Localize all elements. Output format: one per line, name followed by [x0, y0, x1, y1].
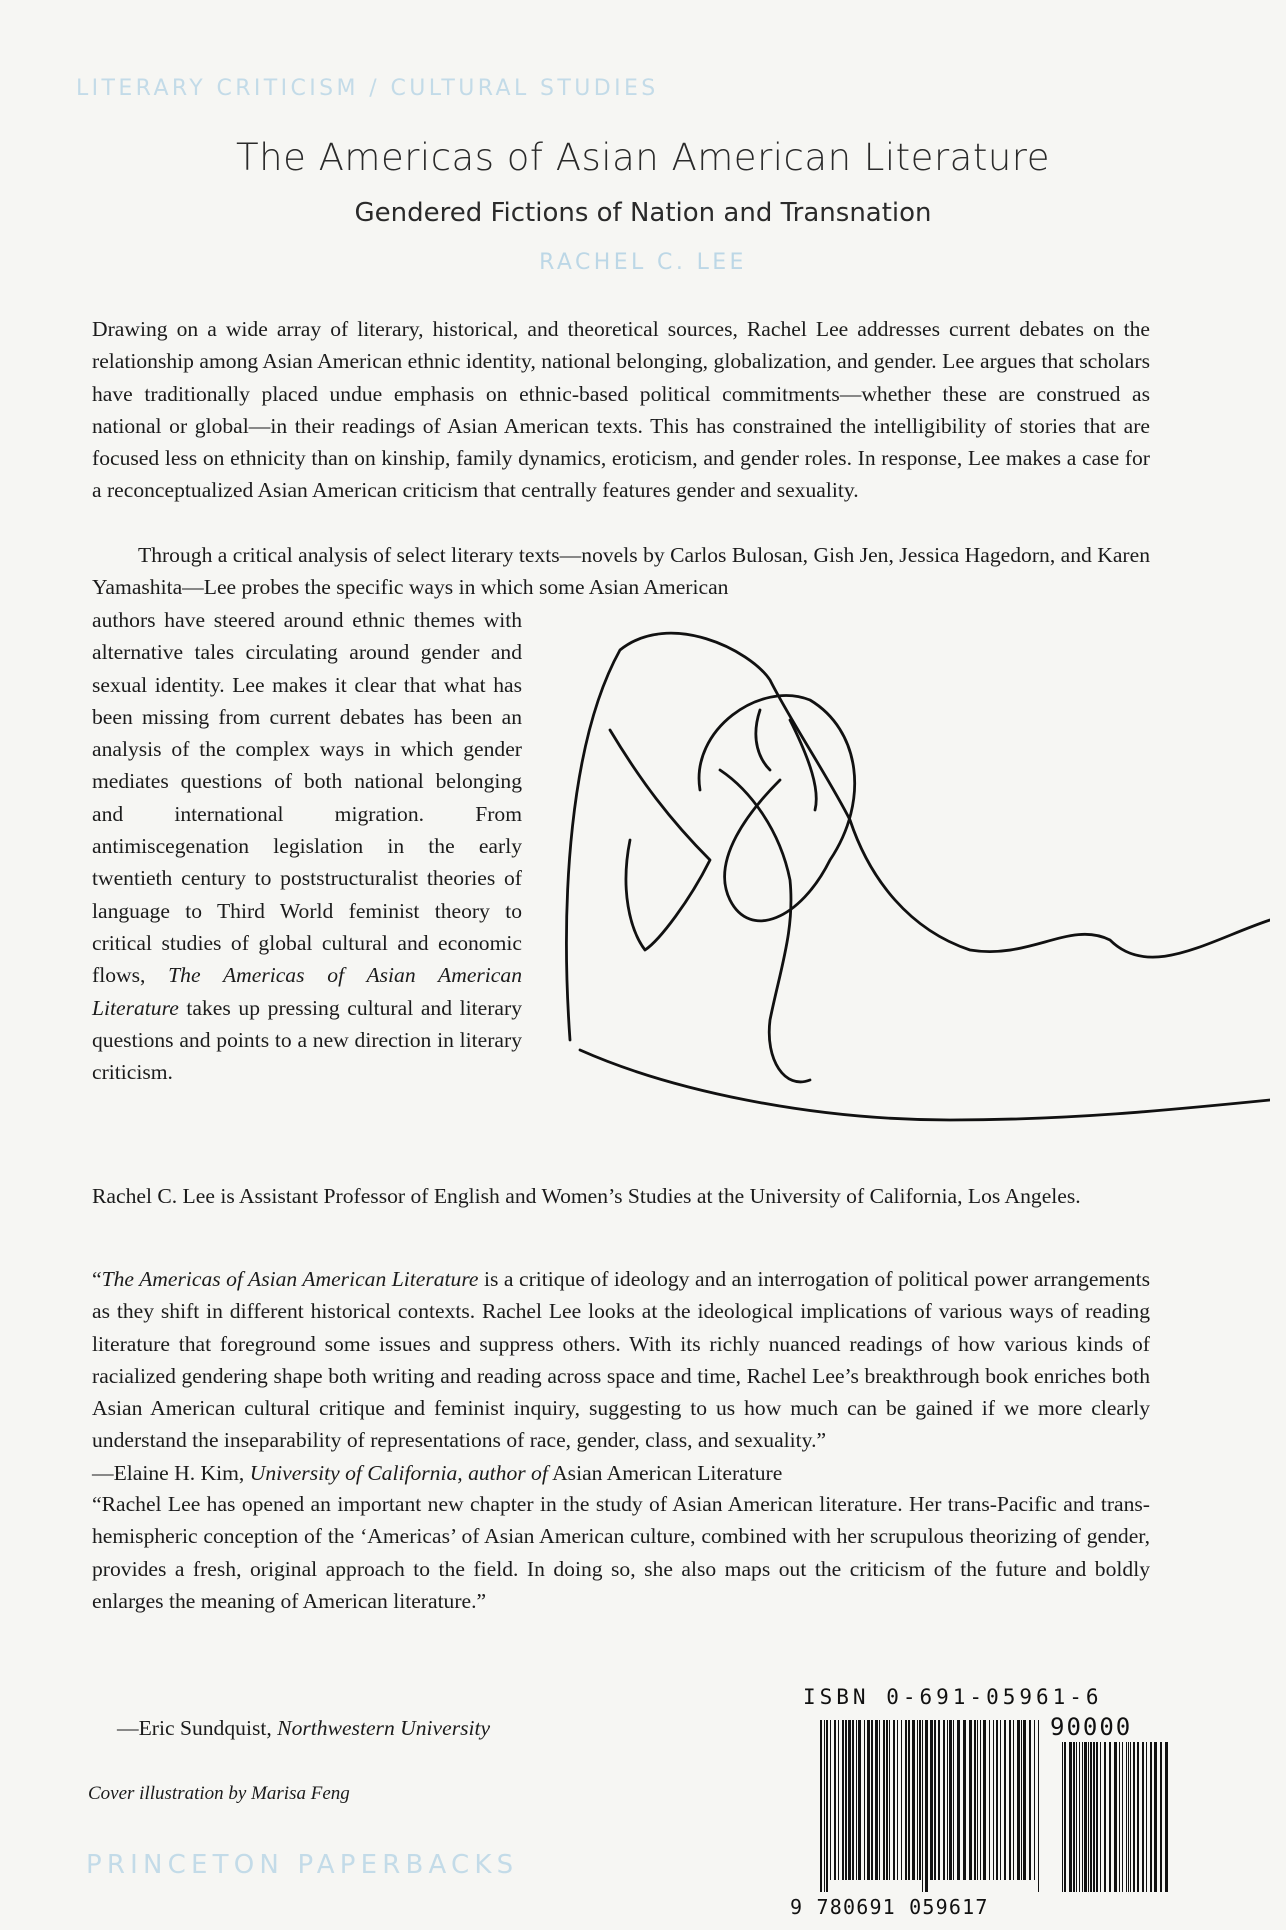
quote2-attribution	[117, 1716, 490, 1741]
barcode-bar	[1009, 1720, 1011, 1880]
quote2-attribution-name: —Eric Sundquist,	[117, 1716, 272, 1740]
quote1-attribution-work: Asian American Literature	[552, 1460, 783, 1485]
illustration-hand	[610, 730, 710, 950]
author-name: RACHEL C. LEE	[539, 250, 747, 275]
price-barcode-bar	[1096, 1742, 1098, 1892]
barcode-bar	[1021, 1720, 1022, 1880]
illustration-inner-curve	[580, 1050, 1270, 1120]
category-label: LITERARY CRITICISM / CULTURAL STUDIES	[76, 76, 659, 101]
barcode-bar	[977, 1720, 978, 1880]
price-barcode-bar	[1165, 1742, 1168, 1892]
barcode-bar	[905, 1720, 907, 1880]
barcode-bar	[1004, 1720, 1006, 1880]
barcode-bar	[934, 1720, 936, 1880]
quote1-attribution-name: —Elaine H. Kim,	[92, 1460, 245, 1485]
price-barcode-bar	[1146, 1742, 1147, 1892]
barcode-bar	[883, 1720, 885, 1880]
price-barcode-bar	[1122, 1742, 1123, 1892]
barcode-bar	[1038, 1720, 1039, 1892]
price-barcode-bar	[1064, 1742, 1066, 1892]
price-barcode-bar	[1076, 1742, 1077, 1892]
price-barcode-bar	[1126, 1742, 1127, 1892]
price-barcode-bar	[1133, 1742, 1135, 1892]
barcode-bar	[856, 1720, 857, 1880]
cover-line-illustration	[550, 620, 1270, 1140]
barcode-bar	[949, 1720, 952, 1880]
barcode-bar	[834, 1720, 836, 1880]
barcode-bar	[963, 1720, 966, 1880]
barcode-bar	[980, 1720, 981, 1880]
price-barcode-bar	[1088, 1742, 1089, 1892]
barcode-bar	[930, 1720, 933, 1880]
barcode-bar	[1013, 1720, 1014, 1880]
isbn-label: ISBN 0-691-05961-6	[803, 1685, 1103, 1709]
barcode-bar	[957, 1720, 960, 1880]
price-barcode-bar	[1104, 1742, 1106, 1892]
barcode-bar	[912, 1720, 915, 1880]
barcode-bar	[983, 1720, 986, 1880]
price-barcode-bar	[1093, 1742, 1095, 1892]
price-barcode-bar	[1082, 1742, 1083, 1892]
publisher-label: PRINCETON PAPERBACKS	[86, 1850, 519, 1880]
barcode-bar	[824, 1720, 825, 1892]
isbn-barcode	[800, 1720, 1180, 1895]
bio-text: is Assistant Professor of English and Women’s Studies at the University of California, Los Angeles.	[220, 1184, 1081, 1208]
barcode-bar	[993, 1720, 994, 1880]
ean-digits: 9 780691 059617	[790, 1895, 989, 1919]
barcode-bar	[826, 1720, 828, 1892]
barcode-bar	[969, 1720, 972, 1880]
description-paragraph-2-start: Through a critical analysis of select literary texts—novels by Carlos Bulosan, Gish Jen, Jessica Hagedorn, and Karen Yamashita—Lee probes the specific ways in which some Asian American	[92, 543, 1150, 600]
author-bio	[92, 1180, 1150, 1212]
barcode-bar	[974, 1720, 976, 1880]
barcode-bar	[858, 1720, 861, 1880]
price-barcode-bar	[1069, 1742, 1072, 1892]
p2-wrap-text: authors have steered around ethnic themes with alternative tales circulating around gender and sexual identity. Lee makes it clear that what has been missing from current debates has been an analysis of the complex ways in which gender mediates questions of both national belonging and international migration. From antimiscegenation legislation in the early twentieth century to poststructuralist theories of language to Third World feminist theory to critical studies of global cultural and economic flows,	[92, 608, 522, 988]
price-barcode-bar	[1114, 1742, 1117, 1892]
barcode-bar	[953, 1720, 954, 1880]
price-barcode-bar	[1160, 1742, 1162, 1892]
barcode-bar	[1017, 1720, 1020, 1880]
quote2-attribution-affiliation: Northwestern University	[277, 1716, 491, 1740]
barcode-bar	[852, 1720, 854, 1880]
price-barcode-bar	[1109, 1742, 1111, 1892]
barcode-bar	[925, 1720, 928, 1892]
quote1-book-title: The Americas of Asian American Literature	[101, 1267, 479, 1291]
barcode-bar	[889, 1720, 890, 1880]
barcode-bar	[996, 1720, 998, 1880]
barcode-bar	[938, 1720, 940, 1880]
price-code: 90000	[1050, 1713, 1133, 1741]
barcode-bar	[864, 1720, 865, 1880]
p2-end-text: takes up pressing cultural and literary questions and points to a new direction in literary criticism.	[92, 995, 522, 1085]
blurb-quote-1	[92, 1263, 1150, 1489]
barcode-bar	[886, 1720, 888, 1880]
barcode-bar	[879, 1720, 880, 1880]
price-barcode-bar	[1142, 1742, 1144, 1892]
blurb-quote-2: “Rachel Lee has opened an important new chapter in the study of Asian American literature. Her trans-Pacific and trans-hemispheric conception of the ‘Americas’ of Asian American culture, combined with her scrupulous theorizing of gender, provides a fresh, original approach to the field. In doing so, she also maps out the criticism of the future and boldly enlarges the meaning of American literature.”	[92, 1492, 1150, 1613]
barcode-bar	[908, 1720, 910, 1880]
barcode-bar	[922, 1720, 923, 1892]
barcode-bar	[820, 1720, 822, 1892]
barcode-bar	[1034, 1720, 1035, 1880]
barcode-bar	[845, 1720, 847, 1880]
description-paragraph-2-wrap	[92, 604, 522, 1088]
barcode-bar	[919, 1720, 921, 1880]
price-barcode-bar	[1128, 1742, 1129, 1892]
illustration-head	[699, 696, 855, 921]
quote1-text: is a critique of ideology and an interrogation of political power arrangements as they shift in different historical contexts. Rachel Lee looks at the ideological implications of various ways of reading literature that foreground some issues and suppress others. With its richly nuanced readings of how various kinds of racialized gendering shape both writing and reading across space and time, Rachel Lee’s breakthrough book enriches both Asian American cultural critique and feminist inquiry, suggesting to us how much can be gained if we more clearly understand the inseparability of representations of race, gender, class, and sexuality.”	[92, 1267, 1151, 1453]
price-barcode-bar	[1062, 1742, 1063, 1892]
price-barcode-bar	[1119, 1742, 1120, 1892]
price-barcode-bar	[1130, 1742, 1131, 1892]
barcode-bar	[989, 1720, 990, 1880]
barcode-bar	[842, 1720, 844, 1880]
description-paragraph-1: Drawing on a wide array of literary, historical, and theoretical sources, Rachel Lee addresses current debates on the relationship among Asian American ethnic identity, national belonging, globalization, and gender. Lee argues that scholars have traditionally placed undue emphasis on ethnic-based political commitments—whether these are construed as national or global—in their readings of Asian American texts. This has constrained the intelligibility of stories that are focused less on ethnicity than on kinship, family dynamics, eroticism, and gender roles. In response, Lee makes a case for a reconceptualized Asian American criticism that centrally features gender and sexuality.	[92, 317, 1150, 503]
barcode-bar	[897, 1720, 898, 1880]
price-barcode-bar	[1084, 1742, 1087, 1892]
barcode-bar	[867, 1720, 870, 1880]
barcode-bar	[1023, 1720, 1026, 1880]
barcode-bar	[893, 1720, 895, 1880]
barcode-bar	[830, 1720, 831, 1880]
price-barcode-bar	[1154, 1742, 1157, 1892]
illustration-wing	[720, 770, 810, 1082]
quote1-open: “	[92, 1267, 102, 1291]
p2-book-title: The Americas of Asian American Literature	[92, 963, 522, 1020]
book-subtitle: Gendered Fictions of Nation and Transnation	[354, 198, 932, 228]
barcode-bar	[943, 1720, 945, 1880]
barcode-bar	[1029, 1720, 1031, 1880]
barcode-bar	[917, 1720, 918, 1880]
barcode-bar	[848, 1720, 851, 1880]
price-barcode-bar	[1100, 1742, 1101, 1892]
price-barcode-bar	[1137, 1742, 1139, 1892]
barcode-bar	[838, 1720, 839, 1880]
barcode-bar	[1000, 1720, 1001, 1880]
price-barcode-bar	[1150, 1742, 1152, 1892]
barcode-bar	[871, 1720, 873, 1880]
price-barcode-bar	[1090, 1742, 1092, 1892]
book-title: The Americas of Asian American Literature	[236, 136, 1050, 179]
barcode-bar	[947, 1720, 948, 1880]
illustration-outer-curve	[567, 633, 1270, 1040]
price-barcode-bar	[1073, 1742, 1075, 1892]
cover-credit: Cover illustration by Marisa Feng	[88, 1783, 350, 1804]
barcode-bar	[875, 1720, 878, 1880]
bio-name: Rachel C. Lee	[92, 1184, 215, 1208]
barcode-bar	[901, 1720, 902, 1880]
quote1-attribution-affiliation: University of California, author of	[249, 1460, 548, 1485]
price-barcode-bar	[1079, 1742, 1080, 1892]
